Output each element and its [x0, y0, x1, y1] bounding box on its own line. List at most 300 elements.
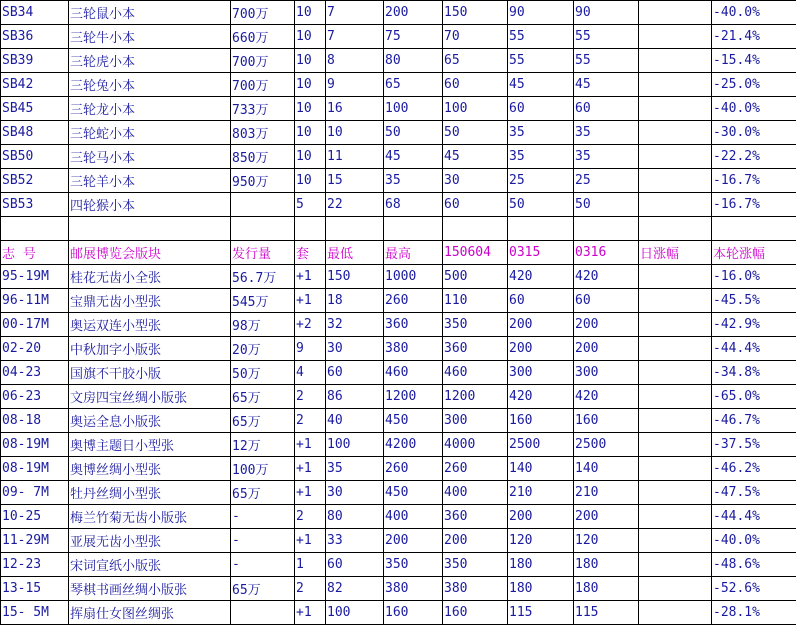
stamp-code-cell: 11-29M — [1, 529, 69, 553]
set-count-cell: 2 — [295, 385, 326, 409]
price-150604-cell: 380 — [443, 577, 508, 601]
stamp-code-cell: 志 号 — [1, 241, 69, 265]
lowest-price-cell: 11 — [326, 145, 384, 169]
stamp-code-cell: 10-25 — [1, 505, 69, 529]
price-0315-cell: 35 — [508, 145, 574, 169]
price-0315-cell: 115 — [508, 601, 574, 625]
issue-volume-cell: 发行量 — [231, 241, 295, 265]
price-0316-cell: 45 — [574, 73, 639, 97]
daily-change-cell — [639, 1, 712, 25]
set-count-cell: 1 — [295, 553, 326, 577]
price-0315-cell: 60 — [508, 97, 574, 121]
highest-price-cell: 450 — [384, 409, 443, 433]
price-0315-cell: 90 — [508, 1, 574, 25]
table-row — [1, 49, 796, 73]
price-0315-cell: 2500 — [508, 433, 574, 457]
price-150604-cell: 60 — [443, 193, 508, 217]
set-count-cell: 2 — [295, 505, 326, 529]
set-count-cell: 10 — [295, 73, 326, 97]
lowest-price-cell: 15 — [326, 169, 384, 193]
price-0316-cell: 2500 — [574, 433, 639, 457]
highest-price-cell: 460 — [384, 361, 443, 385]
highest-price-cell: 260 — [384, 457, 443, 481]
set-count-cell: 4 — [295, 361, 326, 385]
table-row — [1, 361, 796, 385]
highest-price-cell: 45 — [384, 145, 443, 169]
highest-price-cell: 80 — [384, 49, 443, 73]
daily-change-cell — [639, 601, 712, 625]
price-150604-cell: 160 — [443, 601, 508, 625]
round-change-cell: -30.0% — [712, 121, 796, 145]
issue-volume-cell: - — [231, 529, 295, 553]
price-0315-cell: 180 — [508, 577, 574, 601]
table-row — [1, 409, 796, 433]
stamp-name-cell: 三轮鼠小本 — [69, 1, 231, 25]
round-change-cell: -16.7% — [712, 169, 796, 193]
stamp-name-cell: 奥运全息小版张 — [69, 409, 231, 433]
stamp-code-cell: 04-23 — [1, 361, 69, 385]
daily-change-cell — [639, 529, 712, 553]
lowest-price-cell: 100 — [326, 601, 384, 625]
highest-price-cell: 68 — [384, 193, 443, 217]
round-change-cell: -28.1% — [712, 601, 796, 625]
price-150604-cell: 110 — [443, 289, 508, 313]
stamp-name-cell: 宝鼎无齿小型张 — [69, 289, 231, 313]
price-0316-cell: 60 — [574, 97, 639, 121]
price-150604-cell: 260 — [443, 457, 508, 481]
section-header-row — [1, 241, 796, 265]
daily-change-cell — [639, 457, 712, 481]
stamp-name-cell: 三轮马小本 — [69, 145, 231, 169]
round-change-cell: -21.4% — [712, 25, 796, 49]
lowest-price-cell: 40 — [326, 409, 384, 433]
issue-volume-cell: 950万 — [231, 169, 295, 193]
round-change-cell: -40.0% — [712, 529, 796, 553]
issue-volume-cell: 545万 — [231, 289, 295, 313]
daily-change-cell: 日涨幅 — [639, 241, 712, 265]
highest-price-cell: 最高 — [384, 241, 443, 265]
lowest-price-cell: 22 — [326, 193, 384, 217]
issue-volume-cell: 733万 — [231, 97, 295, 121]
highest-price-cell: 380 — [384, 577, 443, 601]
table-row — [1, 97, 796, 121]
price-0315-cell: 50 — [508, 193, 574, 217]
set-count-cell: +1 — [295, 265, 326, 289]
table-row — [1, 121, 796, 145]
price-0316-cell: 420 — [574, 385, 639, 409]
table-row — [1, 73, 796, 97]
set-count-cell: +1 — [295, 529, 326, 553]
set-count-cell: +1 — [295, 601, 326, 625]
highest-price-cell: 1000 — [384, 265, 443, 289]
table-row — [1, 481, 796, 505]
round-change-cell: -45.5% — [712, 289, 796, 313]
stamp-code-cell: SB45 — [1, 97, 69, 121]
issue-volume-cell: 700万 — [231, 49, 295, 73]
set-count-cell: +1 — [295, 433, 326, 457]
stamp-name-cell: 三轮兔小本 — [69, 73, 231, 97]
stamp-code-cell: 08-19M — [1, 433, 69, 457]
table-row — [1, 25, 796, 49]
price-0315-cell: 140 — [508, 457, 574, 481]
price-150604-cell: 350 — [443, 553, 508, 577]
daily-change-cell — [639, 409, 712, 433]
round-change-cell: -40.0% — [712, 97, 796, 121]
table-row — [1, 289, 796, 313]
set-count-cell: 10 — [295, 49, 326, 73]
daily-change-cell — [639, 73, 712, 97]
stamp-code-cell: SB52 — [1, 169, 69, 193]
price-0316-cell: 25 — [574, 169, 639, 193]
highest-price-cell: 75 — [384, 25, 443, 49]
lowest-price-cell: 7 — [326, 1, 384, 25]
price-0315-cell: 160 — [508, 409, 574, 433]
lowest-price-cell: 60 — [326, 553, 384, 577]
price-0315-cell: 200 — [508, 313, 574, 337]
price-0316-cell: 60 — [574, 289, 639, 313]
price-150604-cell: 150 — [443, 1, 508, 25]
blank-row — [1, 217, 796, 241]
round-change-cell: -25.0% — [712, 73, 796, 97]
lowest-price-cell: 86 — [326, 385, 384, 409]
price-0315-cell: 200 — [508, 337, 574, 361]
stamp-code-cell: SB39 — [1, 49, 69, 73]
price-0316-cell: 50 — [574, 193, 639, 217]
price-0315-cell: 300 — [508, 361, 574, 385]
stamp-code-cell: SB36 — [1, 25, 69, 49]
round-change-cell: -34.8% — [712, 361, 796, 385]
set-count-cell: 10 — [295, 97, 326, 121]
stamp-code-cell: 95-19M — [1, 265, 69, 289]
issue-volume-cell: 65万 — [231, 409, 295, 433]
price-0316-cell: 200 — [574, 337, 639, 361]
lowest-price-cell: 9 — [326, 73, 384, 97]
price-150604-cell: 200 — [443, 529, 508, 553]
table-row — [1, 265, 796, 289]
daily-change-cell — [639, 289, 712, 313]
highest-price-cell: 260 — [384, 289, 443, 313]
set-count-cell: +1 — [295, 289, 326, 313]
set-count-cell: 10 — [295, 169, 326, 193]
round-change-cell: -42.9% — [712, 313, 796, 337]
round-change-cell: -46.2% — [712, 457, 796, 481]
issue-volume-cell: 700万 — [231, 73, 295, 97]
lowest-price-cell: 10 — [326, 121, 384, 145]
round-change-cell: -48.6% — [712, 553, 796, 577]
blank-cell — [295, 217, 326, 241]
stamp-code-cell: 00-17M — [1, 313, 69, 337]
set-count-cell: 2 — [295, 409, 326, 433]
price-0316-cell: 210 — [574, 481, 639, 505]
stamp-code-cell: 15- 5M — [1, 601, 69, 625]
round-change-cell: -47.5% — [712, 481, 796, 505]
lowest-price-cell: 8 — [326, 49, 384, 73]
price-0316-cell: 90 — [574, 1, 639, 25]
daily-change-cell — [639, 385, 712, 409]
lowest-price-cell: 7 — [326, 25, 384, 49]
blank-cell — [574, 217, 639, 241]
set-count-cell: 10 — [295, 1, 326, 25]
issue-volume-cell: 50万 — [231, 361, 295, 385]
price-0315-cell: 120 — [508, 529, 574, 553]
price-150604-cell: 400 — [443, 481, 508, 505]
table-row — [1, 457, 796, 481]
stamp-name-cell: 宋词宣纸小版张 — [69, 553, 231, 577]
highest-price-cell: 400 — [384, 505, 443, 529]
blank-cell — [326, 217, 384, 241]
stamp-code-cell: SB50 — [1, 145, 69, 169]
highest-price-cell: 35 — [384, 169, 443, 193]
blank-cell — [443, 217, 508, 241]
stamp-code-cell: 06-23 — [1, 385, 69, 409]
price-0316-cell: 55 — [574, 25, 639, 49]
price-0316-cell: 55 — [574, 49, 639, 73]
stamp-name-cell: 中秋加字小版张 — [69, 337, 231, 361]
lowest-price-cell: 82 — [326, 577, 384, 601]
daily-change-cell — [639, 505, 712, 529]
price-150604-cell: 300 — [443, 409, 508, 433]
stamp-name-cell: 文房四宝丝绸小版张 — [69, 385, 231, 409]
issue-volume-cell: 12万 — [231, 433, 295, 457]
highest-price-cell: 4200 — [384, 433, 443, 457]
price-0315-cell: 25 — [508, 169, 574, 193]
stamp-code-cell: 08-19M — [1, 457, 69, 481]
price-0316-cell: 420 — [574, 265, 639, 289]
round-change-cell: -16.7% — [712, 193, 796, 217]
round-change-cell: -46.7% — [712, 409, 796, 433]
price-0315-cell: 35 — [508, 121, 574, 145]
price-150604-cell: 460 — [443, 361, 508, 385]
price-0315-cell: 420 — [508, 265, 574, 289]
table-row — [1, 337, 796, 361]
highest-price-cell: 100 — [384, 97, 443, 121]
daily-change-cell — [639, 145, 712, 169]
price-0316-cell: 115 — [574, 601, 639, 625]
round-change-cell: -44.4% — [712, 337, 796, 361]
table-row — [1, 145, 796, 169]
set-count-cell: +1 — [295, 481, 326, 505]
stamp-name-cell: 三轮龙小本 — [69, 97, 231, 121]
issue-volume-cell: 700万 — [231, 1, 295, 25]
set-count-cell: +1 — [295, 457, 326, 481]
price-0315-cell: 45 — [508, 73, 574, 97]
lowest-price-cell: 35 — [326, 457, 384, 481]
stamp-name-cell: 三轮蛇小本 — [69, 121, 231, 145]
issue-volume-cell: - — [231, 505, 295, 529]
price-150604-cell: 4000 — [443, 433, 508, 457]
lowest-price-cell: 16 — [326, 97, 384, 121]
set-count-cell: 10 — [295, 121, 326, 145]
lowest-price-cell: 60 — [326, 361, 384, 385]
highest-price-cell: 50 — [384, 121, 443, 145]
highest-price-cell: 200 — [384, 1, 443, 25]
daily-change-cell — [639, 25, 712, 49]
set-count-cell: 10 — [295, 25, 326, 49]
price-0315-cell: 0315 — [508, 241, 574, 265]
blank-cell — [69, 217, 231, 241]
blank-cell — [508, 217, 574, 241]
price-0316-cell: 35 — [574, 121, 639, 145]
price-0316-cell: 300 — [574, 361, 639, 385]
round-change-cell: -40.0% — [712, 1, 796, 25]
highest-price-cell: 380 — [384, 337, 443, 361]
stamp-code-cell: 09- 7M — [1, 481, 69, 505]
issue-volume-cell: 803万 — [231, 121, 295, 145]
price-150604-cell: 50 — [443, 121, 508, 145]
highest-price-cell: 360 — [384, 313, 443, 337]
price-0316-cell: 180 — [574, 577, 639, 601]
price-0316-cell: 0316 — [574, 241, 639, 265]
lowest-price-cell: 30 — [326, 337, 384, 361]
lowest-price-cell: 30 — [326, 481, 384, 505]
daily-change-cell — [639, 577, 712, 601]
price-150604-cell: 360 — [443, 337, 508, 361]
price-150604-cell: 350 — [443, 313, 508, 337]
stamp-code-cell: 08-18 — [1, 409, 69, 433]
round-change-cell: -15.4% — [712, 49, 796, 73]
table-row — [1, 313, 796, 337]
blank-cell — [712, 217, 796, 241]
price-0316-cell: 35 — [574, 145, 639, 169]
price-0315-cell: 210 — [508, 481, 574, 505]
issue-volume-cell: 100万 — [231, 457, 295, 481]
set-count-cell: 10 — [295, 145, 326, 169]
issue-volume-cell: 850万 — [231, 145, 295, 169]
stamp-code-cell: SB42 — [1, 73, 69, 97]
stamp-name-cell: 牡丹丝绸小型张 — [69, 481, 231, 505]
lowest-price-cell: 100 — [326, 433, 384, 457]
highest-price-cell: 160 — [384, 601, 443, 625]
round-change-cell: -44.4% — [712, 505, 796, 529]
table-row — [1, 601, 796, 625]
price-0316-cell: 200 — [574, 505, 639, 529]
round-change-cell: -65.0% — [712, 385, 796, 409]
table-body — [1, 1, 796, 625]
issue-volume-cell — [231, 193, 295, 217]
price-0315-cell: 180 — [508, 553, 574, 577]
stamp-name-cell: 三轮羊小本 — [69, 169, 231, 193]
daily-change-cell — [639, 553, 712, 577]
daily-change-cell — [639, 97, 712, 121]
highest-price-cell: 200 — [384, 529, 443, 553]
stamp-name-cell: 挥扇仕女图丝绸张 — [69, 601, 231, 625]
price-0316-cell: 160 — [574, 409, 639, 433]
price-0316-cell: 200 — [574, 313, 639, 337]
round-change-cell: -22.2% — [712, 145, 796, 169]
daily-change-cell — [639, 265, 712, 289]
highest-price-cell: 65 — [384, 73, 443, 97]
table-row — [1, 1, 796, 25]
daily-change-cell — [639, 49, 712, 73]
stamp-code-cell: SB34 — [1, 1, 69, 25]
issue-volume-cell: 65万 — [231, 385, 295, 409]
lowest-price-cell: 150 — [326, 265, 384, 289]
stamp-name-cell: 奥博丝绸小型张 — [69, 457, 231, 481]
stamp-name-cell: 奥博主题日小型张 — [69, 433, 231, 457]
highest-price-cell: 450 — [384, 481, 443, 505]
price-150604-cell: 150604 — [443, 241, 508, 265]
table-row — [1, 433, 796, 457]
table-row — [1, 553, 796, 577]
stamp-name-cell: 四轮猴小本 — [69, 193, 231, 217]
stamp-name-cell: 邮展博览会版块 — [69, 241, 231, 265]
highest-price-cell: 350 — [384, 553, 443, 577]
lowest-price-cell: 80 — [326, 505, 384, 529]
table-row — [1, 385, 796, 409]
set-count-cell: +2 — [295, 313, 326, 337]
round-change-cell: -37.5% — [712, 433, 796, 457]
daily-change-cell — [639, 193, 712, 217]
price-150604-cell: 360 — [443, 505, 508, 529]
price-0315-cell: 420 — [508, 385, 574, 409]
price-0315-cell: 200 — [508, 505, 574, 529]
blank-cell — [1, 217, 69, 241]
lowest-price-cell: 32 — [326, 313, 384, 337]
stamp-name-cell: 三轮牛小本 — [69, 25, 231, 49]
stamp-code-cell: 96-11M — [1, 289, 69, 313]
table-row — [1, 505, 796, 529]
stamp-code-cell: SB48 — [1, 121, 69, 145]
table-row — [1, 169, 796, 193]
issue-volume-cell: 56.7万 — [231, 265, 295, 289]
lowest-price-cell: 18 — [326, 289, 384, 313]
price-150604-cell: 60 — [443, 73, 508, 97]
set-count-cell: 套 — [295, 241, 326, 265]
blank-cell — [639, 217, 712, 241]
price-150604-cell: 1200 — [443, 385, 508, 409]
round-change-cell: 本轮涨幅 — [712, 241, 796, 265]
daily-change-cell — [639, 361, 712, 385]
price-150604-cell: 45 — [443, 145, 508, 169]
table-row — [1, 577, 796, 601]
price-150604-cell: 500 — [443, 265, 508, 289]
price-150604-cell: 70 — [443, 25, 508, 49]
daily-change-cell — [639, 481, 712, 505]
stamp-code-cell: 02-20 — [1, 337, 69, 361]
stamp-code-cell: 13-15 — [1, 577, 69, 601]
daily-change-cell — [639, 169, 712, 193]
price-0316-cell: 140 — [574, 457, 639, 481]
issue-volume-cell: 98万 — [231, 313, 295, 337]
issue-volume-cell: - — [231, 553, 295, 577]
stamp-name-cell: 琴棋书画丝绸小版张 — [69, 577, 231, 601]
blank-cell — [231, 217, 295, 241]
stamp-name-cell: 三轮虎小本 — [69, 49, 231, 73]
issue-volume-cell: 65万 — [231, 481, 295, 505]
price-0315-cell: 60 — [508, 289, 574, 313]
daily-change-cell — [639, 433, 712, 457]
table-row — [1, 193, 796, 217]
stamp-code-cell: 12-23 — [1, 553, 69, 577]
stamp-name-cell: 桂花无齿小全张 — [69, 265, 231, 289]
set-count-cell: 2 — [295, 577, 326, 601]
highest-price-cell: 1200 — [384, 385, 443, 409]
daily-change-cell — [639, 337, 712, 361]
price-150604-cell: 30 — [443, 169, 508, 193]
price-0316-cell: 120 — [574, 529, 639, 553]
price-0315-cell: 55 — [508, 25, 574, 49]
lowest-price-cell: 最低 — [326, 241, 384, 265]
stamp-name-cell: 国旗不干胶小版 — [69, 361, 231, 385]
daily-change-cell — [639, 313, 712, 337]
daily-change-cell — [639, 121, 712, 145]
price-0316-cell: 180 — [574, 553, 639, 577]
blank-cell — [384, 217, 443, 241]
stamp-name-cell: 梅兰竹菊无齿小版张 — [69, 505, 231, 529]
issue-volume-cell: 660万 — [231, 25, 295, 49]
round-change-cell: -52.6% — [712, 577, 796, 601]
stamp-name-cell: 奥运双连小型张 — [69, 313, 231, 337]
